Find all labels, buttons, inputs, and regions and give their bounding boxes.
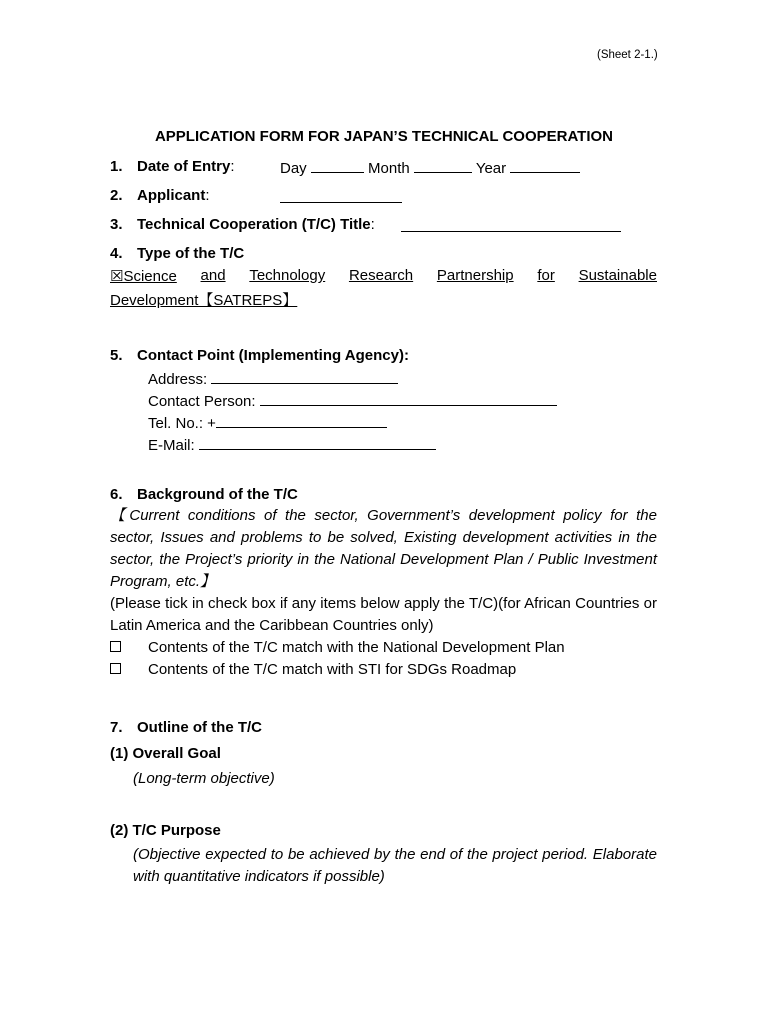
item-number: 1. <box>110 158 123 175</box>
checkbox[interactable] <box>110 663 121 674</box>
item-date-of-entry <box>110 158 235 175</box>
check-national-plan-label: Contents of the T/C match with the National Development Plan <box>148 639 565 656</box>
item-number: 5. <box>110 347 123 364</box>
month-label: Month <box>368 160 410 177</box>
date-fields <box>280 158 580 177</box>
type-word: Partnership <box>436 267 514 284</box>
sheet-reference: (Sheet 2-1.) <box>597 49 658 61</box>
form-title: APPLICATION FORM FOR JAPAN’S TECHNICAL COOPERATION <box>154 128 614 145</box>
tc-title-label: Technical Cooperation (T/C) Title <box>137 216 371 233</box>
tick-instruction: (Please tick in check box if any items below apply the T/C)(for African Countries or Latin America and the Caribbean Countries only) <box>110 595 657 634</box>
type-option-line2[interactable]: Development【SATREPS】 <box>110 292 298 309</box>
colon: : <box>205 187 210 204</box>
tc-title-field[interactable] <box>401 217 621 232</box>
address-field[interactable] <box>211 369 398 384</box>
item-number: 6. <box>110 486 123 503</box>
item-contact <box>110 347 409 364</box>
background-label: Background of the T/C <box>137 486 298 503</box>
email-field[interactable] <box>199 435 436 450</box>
item-outline <box>110 719 262 736</box>
date-of-entry-label: Date of Entry <box>137 158 231 175</box>
contact-person-field[interactable] <box>260 391 557 406</box>
item-number: 7. <box>110 719 123 736</box>
tel-field[interactable] <box>216 413 387 428</box>
background-description: 【Current conditions of the sector, Government’s development policy for the sector, Issues and problems to be solved, Existing development activities in the sector, the Project’s priority in the National Development Plan / Public Investment Program, etc.】 <box>110 507 657 590</box>
tc-purpose-note: (Objective expected to be achieved by the end of the project period. Elaborate with quantitative indicators if possible) <box>133 846 657 885</box>
overall-goal-heading: (1) Overall Goal <box>110 745 221 762</box>
item-tc-title <box>110 216 375 233</box>
address-label: Address: <box>148 371 208 388</box>
type-word: Sustainable <box>578 267 657 284</box>
type-word: Research <box>348 267 414 284</box>
check-sti-roadmap-row <box>110 661 516 678</box>
check-national-plan-row <box>110 639 565 656</box>
colon: : <box>230 158 235 175</box>
item-type <box>110 245 244 262</box>
outline-label: Outline of the T/C <box>137 719 262 736</box>
year-label: Year <box>475 160 507 177</box>
item-number: 3. <box>110 216 123 233</box>
tel-row <box>148 413 387 432</box>
type-word: Technology <box>249 267 326 284</box>
type-label: Type of the T/C <box>137 245 245 262</box>
day-label: Day <box>280 160 307 177</box>
type-word: and <box>200 267 226 284</box>
type-option-line1[interactable] <box>110 267 657 285</box>
day-field[interactable] <box>311 158 364 173</box>
address-row <box>148 369 398 388</box>
item-background <box>110 486 298 503</box>
year-field[interactable] <box>510 158 580 173</box>
email-row <box>148 435 436 454</box>
contact-person-label: Contact Person: <box>148 393 256 410</box>
type-word: for <box>537 267 555 284</box>
applicant-field[interactable] <box>280 188 402 203</box>
item-number: 2. <box>110 187 123 204</box>
item-applicant <box>110 187 210 204</box>
tc-purpose-heading: (2) T/C Purpose <box>110 822 221 839</box>
item-number: 4. <box>110 245 123 262</box>
month-field[interactable] <box>414 158 472 173</box>
type-word: ☒Science <box>110 268 177 285</box>
contact-person-row <box>148 391 557 410</box>
tel-label: Tel. No.: + <box>148 415 216 432</box>
colon: : <box>370 216 375 233</box>
contact-label: Contact Point (Implementing Agency): <box>137 347 409 364</box>
applicant-label: Applicant <box>137 187 206 204</box>
email-label: E-Mail: <box>148 437 195 454</box>
overall-goal-note: (Long-term objective) <box>133 770 275 787</box>
checkbox[interactable] <box>110 641 121 652</box>
check-sti-roadmap-label: Contents of the T/C match with STI for SDGs Roadmap <box>148 661 517 678</box>
